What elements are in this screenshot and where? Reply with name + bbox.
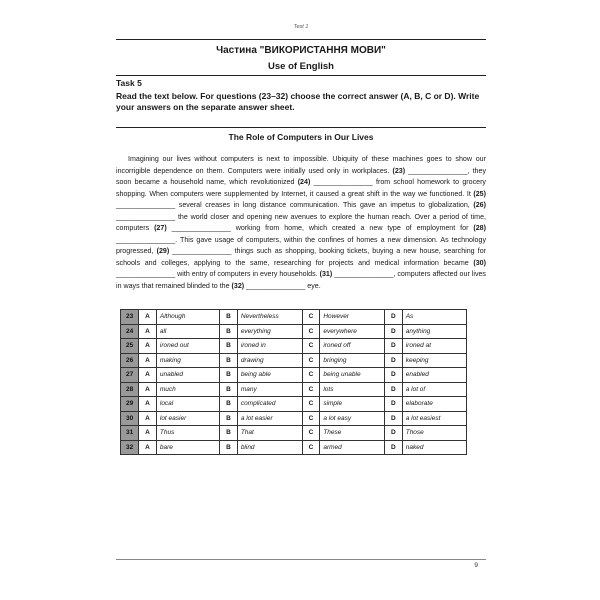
option-letter: B	[220, 324, 238, 339]
top-rule	[116, 39, 486, 40]
answer-row	[121, 382, 467, 397]
option-text: complicated	[237, 397, 302, 412]
section-subtitle: Use of English	[268, 61, 334, 72]
bottom-rule	[116, 127, 486, 128]
task-label: Task 5	[116, 78, 142, 88]
option-text: local	[156, 397, 219, 412]
option-letter: A	[139, 426, 157, 441]
answer-row	[121, 324, 467, 339]
option-text: bringing	[320, 353, 385, 368]
option-letter: C	[302, 353, 320, 368]
passage-text: _______________ the world closer and opening new avenues to explore the human reach. Over a period of time, computers	[116, 212, 486, 232]
option-text: making	[156, 353, 219, 368]
option-letter: D	[385, 426, 403, 441]
option-letter: D	[385, 397, 403, 412]
option-text: However	[320, 310, 385, 325]
gap-number: (31)	[319, 270, 333, 278]
option-text: ironed out	[156, 339, 219, 354]
option-letter: D	[385, 382, 403, 397]
option-letter: D	[385, 411, 403, 426]
question-number: 30	[121, 411, 139, 426]
passage-text: _______________, they soon became a household name, which revolutionized	[116, 166, 486, 186]
footer-rule	[116, 559, 486, 560]
option-text: These	[320, 426, 385, 441]
answer-row	[121, 426, 467, 441]
option-text: everywhere	[320, 324, 385, 339]
option-letter: C	[302, 426, 320, 441]
option-letter: C	[302, 368, 320, 383]
option-text: all	[156, 324, 219, 339]
answer-row	[121, 397, 467, 412]
option-text: lot easier	[156, 411, 219, 426]
passage-text: _______________ several creases in long distance communication. This gave an impetus to globalization,	[116, 201, 474, 209]
question-number: 28	[121, 382, 139, 397]
option-text: enabled	[402, 368, 466, 383]
option-letter: D	[385, 368, 403, 383]
option-text: Nevertheless	[237, 310, 302, 325]
option-letter: C	[302, 382, 320, 397]
option-letter: D	[385, 353, 403, 368]
option-letter: C	[302, 397, 320, 412]
question-number: 27	[121, 368, 139, 383]
gap-number: (26)	[473, 201, 486, 209]
option-letter: C	[302, 324, 320, 339]
gap-number: (30)	[473, 258, 486, 267]
option-letter: A	[139, 440, 157, 455]
option-text: ironed off	[320, 339, 385, 354]
option-letter: D	[385, 440, 403, 455]
answer-row	[121, 440, 467, 455]
worksheet-page	[116, 24, 486, 572]
option-letter: C	[302, 310, 320, 325]
question-number: 25	[121, 339, 139, 354]
option-text: a lot easier	[237, 411, 302, 426]
option-text: armed	[320, 440, 385, 455]
option-letter: B	[220, 382, 238, 397]
option-text: naked	[402, 440, 466, 455]
passage-text: _______________ working from home, which created a new type of employment for	[166, 224, 474, 232]
option-text: much	[156, 382, 219, 397]
option-letter: A	[139, 397, 157, 412]
option-letter: D	[385, 324, 403, 339]
option-letter: C	[302, 411, 320, 426]
option-letter: B	[220, 310, 238, 325]
task-instructions: Read the text below. For questions (23–32) choose the correct answer (A, B, C or D). Write your answers on the separate answer sheet.	[116, 91, 480, 112]
page-number: 9	[474, 562, 478, 569]
gap-number: (24)	[297, 178, 311, 186]
gap-number: (32)	[231, 281, 245, 290]
option-text: a lot easy	[320, 411, 385, 426]
option-text: That	[237, 426, 302, 441]
question-number: 23	[121, 310, 139, 325]
answer-row	[121, 339, 467, 354]
passage-text: _______________, computers affected our lives in ways that remained blinded to the	[116, 270, 486, 290]
option-letter: D	[385, 339, 403, 354]
option-letter: B	[220, 411, 238, 426]
passage-text: _______________. This gave usage of computers, within the confines of homes a new dimension. As technology progressed,	[116, 235, 486, 255]
text-title: The Role of Computers in Our Lives	[228, 132, 374, 142]
option-letter: B	[220, 397, 238, 412]
answer-row	[121, 368, 467, 383]
option-text: ironed in	[237, 339, 302, 354]
gap-number: (27)	[154, 224, 167, 232]
reading-passage	[116, 154, 486, 292]
option-letter: B	[220, 440, 238, 455]
option-letter: B	[220, 426, 238, 441]
passage-text: _______________ things such as shopping, booking tickets, buying a new house, searching for schools and colleges, applying to the same, researching for projects and medical information became	[116, 247, 487, 267]
option-letter: A	[139, 339, 157, 354]
option-text: bare	[156, 440, 219, 455]
question-number: 24	[121, 324, 139, 339]
option-letter: B	[220, 353, 238, 368]
option-text: Those	[402, 426, 466, 441]
option-letter: A	[139, 411, 157, 426]
option-text: Although	[156, 310, 219, 325]
running-head: Test 1	[293, 24, 309, 30]
option-text: As	[402, 310, 466, 325]
option-text: keeping	[402, 353, 466, 368]
question-number: 29	[121, 397, 139, 412]
option-letter: C	[302, 440, 320, 455]
option-letter: A	[139, 310, 157, 325]
option-text: drawing	[237, 353, 302, 368]
option-text: elaborate	[402, 397, 466, 412]
gap-number: (23)	[392, 166, 406, 175]
question-number: 26	[121, 353, 139, 368]
option-letter: A	[139, 368, 157, 383]
option-letter: B	[220, 368, 238, 383]
option-text: many	[237, 382, 302, 397]
option-text: ironed at	[402, 339, 466, 354]
section-title: Частина "ВИКОРИСТАННЯ МОВИ"	[216, 45, 386, 56]
passage-text: _______________ eye.	[244, 281, 321, 290]
question-number: 32	[121, 440, 139, 455]
option-letter: A	[139, 353, 157, 368]
option-letter: C	[302, 339, 320, 354]
option-text: a lot easiest	[402, 411, 466, 426]
option-text: a lot of	[402, 382, 466, 397]
option-text: unabled	[156, 368, 219, 383]
option-text: being able	[237, 368, 302, 383]
option-letter: B	[220, 339, 238, 354]
option-text: being unable	[320, 368, 385, 383]
gap-number: (29)	[156, 247, 170, 255]
option-letter: D	[385, 310, 403, 325]
answer-row	[121, 353, 467, 368]
option-text: anything	[402, 324, 466, 339]
option-text: lots	[320, 382, 385, 397]
passage-text: Imagining our lives without computers is next to impossible. Ubiquity of these machines goes to show our incorrigible dependence on them. Computers were initially used only in workplaces.	[116, 155, 486, 175]
option-letter: A	[139, 324, 157, 339]
option-text: Thus	[156, 426, 219, 441]
answer-options-table	[120, 309, 467, 455]
option-text: blind	[237, 440, 302, 455]
answer-row	[121, 310, 467, 325]
answer-row	[121, 411, 467, 426]
option-text: everything	[237, 324, 302, 339]
option-letter: A	[139, 382, 157, 397]
question-number: 31	[121, 426, 139, 441]
middle-rule	[116, 75, 486, 76]
gap-number: (28)	[473, 224, 486, 232]
passage-text: _______________ with entry of computers in every households.	[116, 270, 320, 278]
option-text: simple	[320, 397, 385, 412]
passage-text: _______________ from school homework to grocery shopping. When computers were supplemented by Internet, it caused a great shift in the way we functioned. It	[116, 178, 486, 198]
gap-number: (25)	[473, 189, 486, 198]
